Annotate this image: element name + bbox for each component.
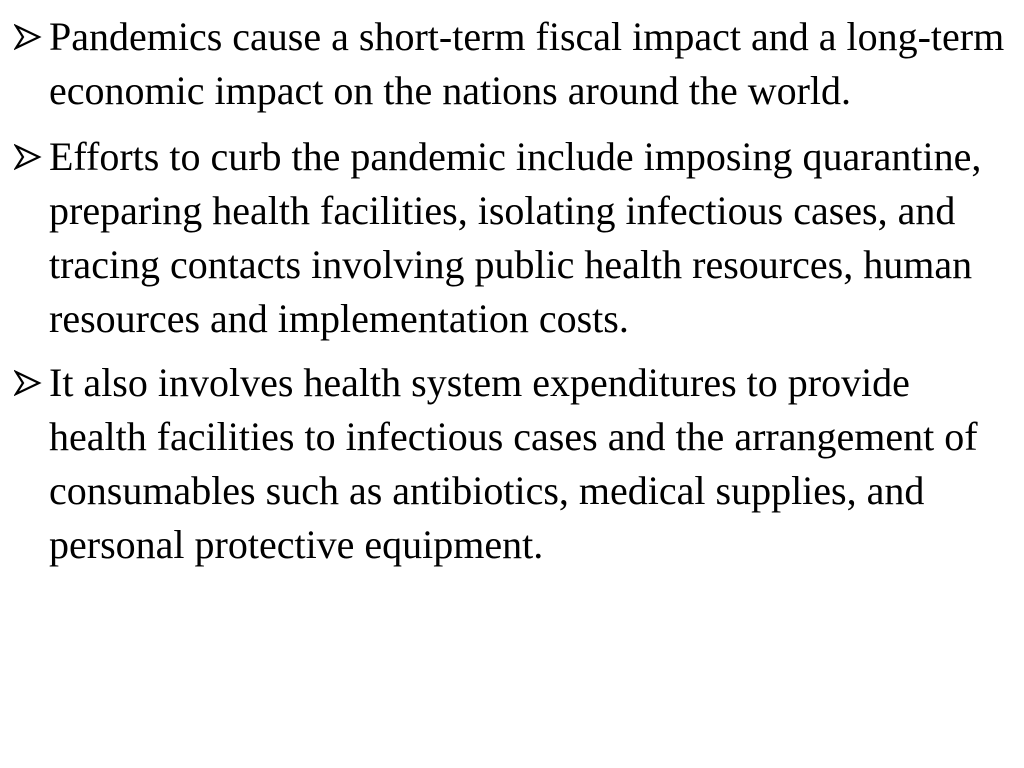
bullet-item <box>14 356 1014 572</box>
bullet-item <box>14 10 1014 118</box>
bullet-text: Pandemics cause a short-term fiscal impact and a long-term economic impact on the nations around the world. <box>49 14 1005 113</box>
arrowhead-bullet-icon <box>14 143 42 171</box>
bullet-list <box>14 10 1014 584</box>
arrowhead-bullet-icon <box>14 23 42 51</box>
arrowhead-bullet-icon <box>14 369 42 397</box>
bullet-item <box>14 130 1014 346</box>
bullet-text: It also involves health system expenditures to provide health facilities to infectious cases and the arrangement of consumables such as antibiotics, medical supplies, and personal protective equipment. <box>49 360 978 567</box>
bullet-text: Efforts to curb the pandemic include imposing quarantine, preparing health facilities, isolating infectious cases, and tracing contacts involving public health resources, human resources and implementation costs. <box>49 134 982 341</box>
